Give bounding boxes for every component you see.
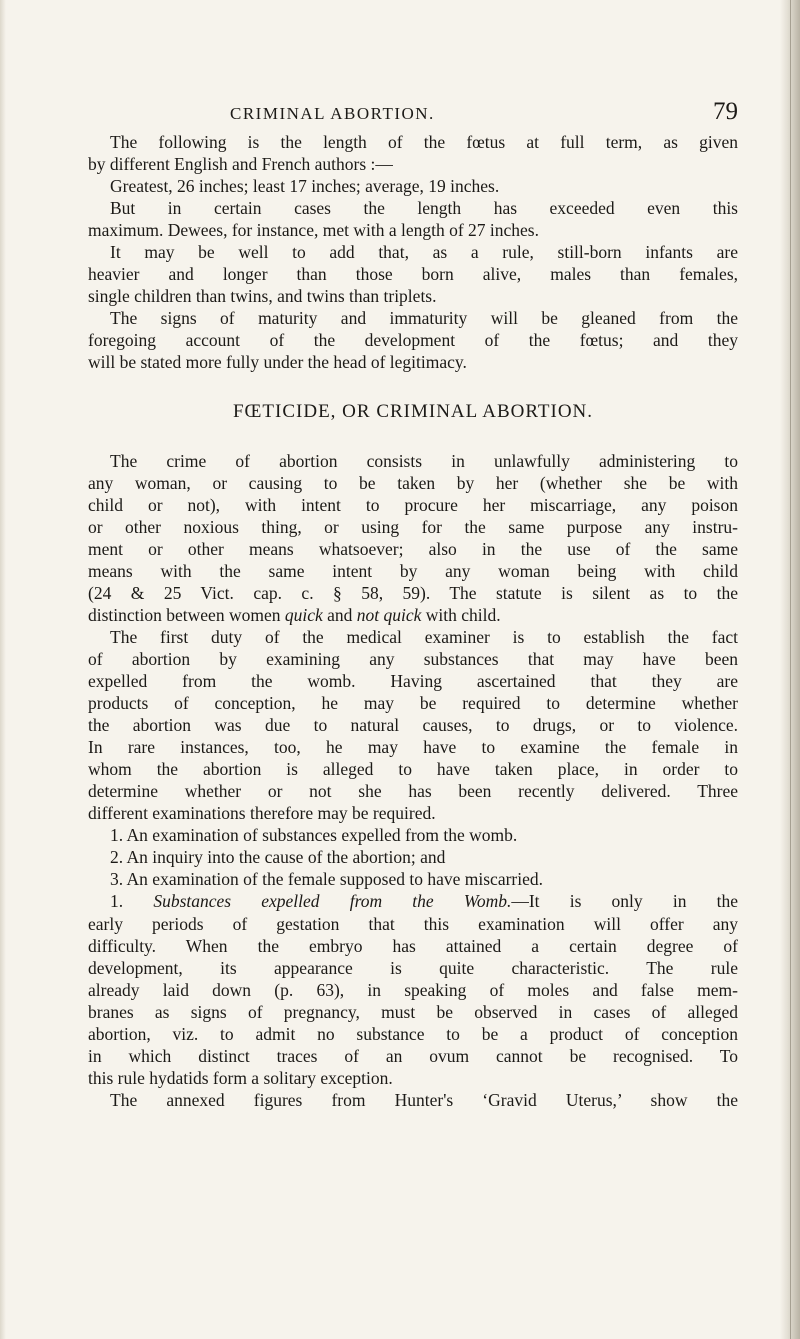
text-run: 1. [110, 891, 154, 912]
text-line: branes as signs of pregnancy, must be observed in cases of alleged [88, 1001, 738, 1022]
text-line: Greatest, 26 inches; least 17 inches; average, 19 inches. [110, 176, 500, 197]
text-line: maximum. Dewees, for instance, met with a length of 27 inches. [88, 220, 539, 241]
text-line [88, 604, 738, 626]
text-line: or other noxious thing, or using for the same purpose any instru- [88, 516, 738, 537]
list-item: 2. An inquiry into the cause of the abortion; and [110, 847, 446, 868]
gutter-line [790, 0, 791, 1339]
text-line: difficulty. When the embryo has attained a certain degree of [88, 935, 738, 956]
text-line: development, its appearance is quite characteristic. The rule [88, 957, 738, 978]
text-line: expelled from the womb. Having ascertained that they are [88, 670, 738, 691]
running-head-title: CRIMINAL ABORTION. [230, 104, 435, 123]
text-line: child or not), with intent to procure her miscarriage, any poison [88, 494, 738, 515]
text-line: The crime of abortion consists in unlawfully administering to [110, 450, 738, 471]
text-line: single children than twins, and twins than triplets. [88, 286, 437, 307]
text-run: —It is only in the [511, 891, 739, 912]
text-line: the abortion was due to natural causes, to drugs, or to violence. [88, 715, 738, 736]
text-line: already laid down (p. 63), in speaking of moles and false mem- [88, 979, 738, 1000]
text-line: The signs of maturity and immaturity will be gleaned from the [110, 308, 738, 329]
text-line: products of conception, he may be required to determine whether [88, 693, 738, 714]
text-run: and [322, 604, 357, 625]
text-line: It may be well to add that, as a rule, still-born infants are [110, 242, 738, 263]
text-line: this rule hydatids form a solitary exception. [88, 1067, 393, 1088]
text-line [88, 890, 738, 912]
text-line: The following is the length of the fœtus at full term, as given [110, 132, 738, 152]
text-line: by different English and French authors :— [88, 154, 393, 175]
text-line: any woman, or causing to be taken by her (whether she be with [88, 472, 738, 493]
text-line: foregoing account of the development of the fœtus; and they [88, 330, 738, 351]
italic-text: quick [284, 604, 323, 625]
text-line: (24 & 25 Vict. cap. c. § 58, 59). The statute is silent as to the [88, 582, 738, 603]
text-line: of abortion by examining any substances that may have been [88, 648, 738, 669]
text-line: In rare instances, too, he may have to examine the female in [88, 737, 738, 758]
text-line: in which distinct traces of an ovum cannot be recognised. To [88, 1045, 738, 1066]
text-line: different examinations therefore may be required. [88, 803, 436, 824]
text-line: whom the abortion is alleged to have taken place, in order to [88, 759, 738, 780]
text-line: abortion, viz. to admit no substance to be a product of conception [88, 1023, 738, 1044]
text-line: will be stated more fully under the head of legitimacy. [88, 352, 467, 373]
text-line: The first duty of the medical examiner is to establish the fact [110, 626, 738, 647]
text-line: means with the same intent by any woman being with child [88, 560, 738, 581]
list-item: 3. An examination of the female supposed to have miscarried. [110, 869, 543, 890]
text-line: The annexed figures from Hunter's ‘Gravid Uterus,’ show the [110, 1089, 738, 1110]
italic-text: not quick [356, 604, 422, 625]
text-line: But in certain cases the length has exceeded even this [110, 198, 738, 219]
text-run: with child. [421, 604, 501, 625]
text-run: distinction between women [88, 604, 285, 625]
body-text [88, 131, 738, 1111]
text-line: heavier and longer than those born alive, males than females, [88, 264, 738, 285]
text-line: determine whether or not she has been recently delivered. Three [88, 781, 738, 802]
list-item: 1. An examination of substances expelled from the womb. [110, 825, 518, 846]
page-number: 79 [713, 98, 738, 125]
text-line: early periods of gestation that this examination will offer any [88, 913, 738, 934]
section-heading: FŒTICIDE, OR CRIMINAL ABORTION. [232, 400, 594, 422]
italic-text: Substances expelled from the Womb. [153, 891, 512, 912]
text-line: ment or other means whatsoever; also in the use of the same [88, 538, 738, 559]
page-edge-shadow [0, 0, 6, 1339]
running-head [88, 98, 738, 128]
